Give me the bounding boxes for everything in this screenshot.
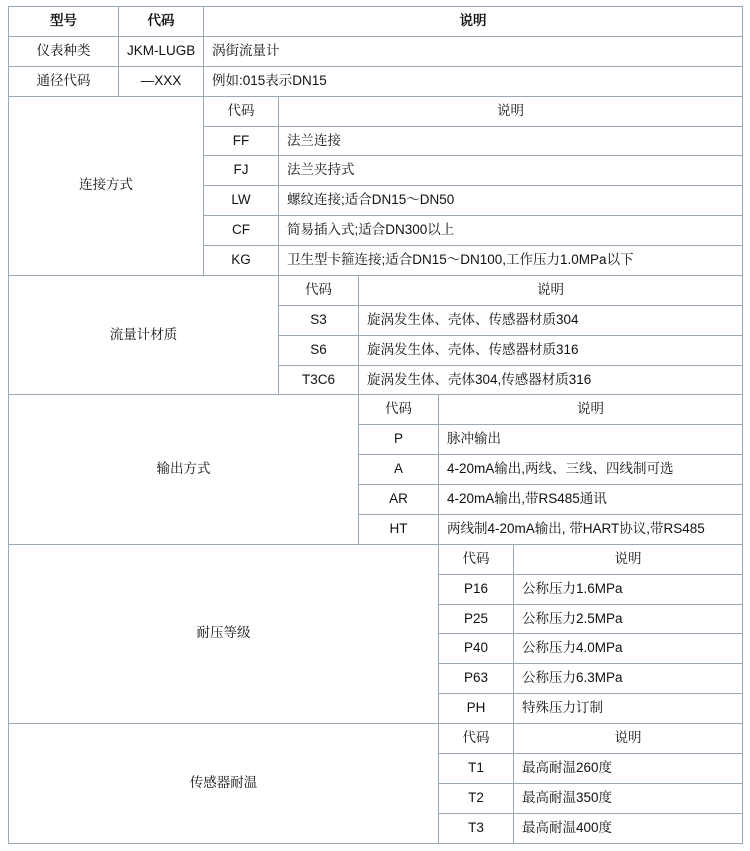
item-desc: 旋涡发生体、壳体304,传感器材质316 — [359, 365, 743, 395]
item-code: T3C6 — [279, 365, 359, 395]
subheader-code: 代码 — [204, 96, 279, 126]
item-code: T1 — [439, 753, 514, 783]
item-code: S6 — [279, 335, 359, 365]
item-code: HT — [359, 514, 439, 544]
item-code: S3 — [279, 305, 359, 335]
column-header-code: 代码 — [119, 7, 204, 37]
item-code: A — [359, 455, 439, 485]
item-code: T3 — [439, 813, 514, 843]
item-desc: 公称压力1.6MPa — [514, 574, 743, 604]
subheader-description: 说明 — [514, 724, 743, 754]
table-row — [9, 36, 743, 66]
column-header-model: 型号 — [9, 7, 119, 37]
item-code: AR — [359, 485, 439, 515]
item-desc: 特殊压力订制 — [514, 694, 743, 724]
subheader-code: 代码 — [359, 395, 439, 425]
item-desc: 卫生型卡箍连接;适合DN15～DN100,工作压力1.0MPa以下 — [279, 246, 743, 276]
group-subheader-row — [9, 96, 743, 126]
item-code: P25 — [439, 604, 514, 634]
item-code: FJ — [204, 156, 279, 186]
subheader-code: 代码 — [439, 724, 514, 754]
column-header-description: 说明 — [204, 7, 743, 37]
group-label-pressure-rating: 耐压等级 — [9, 544, 439, 723]
subheader-description: 说明 — [279, 96, 743, 126]
item-code: P16 — [439, 574, 514, 604]
item-desc: 法兰连接 — [279, 126, 743, 156]
group-subheader-row — [9, 395, 743, 425]
subheader-code: 代码 — [439, 544, 514, 574]
table-row — [9, 66, 743, 96]
subheader-description: 说明 — [359, 275, 743, 305]
row-desc-instrument-type: 涡街流量计 — [204, 36, 743, 66]
item-desc: 最高耐温400度 — [514, 813, 743, 843]
item-desc: 旋涡发生体、壳体、传感器材质316 — [359, 335, 743, 365]
item-desc: 两线制4-20mA输出, 带HART协议,带RS485 — [439, 514, 743, 544]
row-code-instrument-type: JKM-LUGB — [119, 36, 204, 66]
table-header-row — [9, 7, 743, 37]
group-label-connection-type: 连接方式 — [9, 96, 204, 275]
subheader-description: 说明 — [514, 544, 743, 574]
row-code-diameter-code: —XXX — [119, 66, 204, 96]
item-desc: 最高耐温260度 — [514, 753, 743, 783]
item-desc: 公称压力6.3MPa — [514, 664, 743, 694]
item-desc: 公称压力4.0MPa — [514, 634, 743, 664]
group-subheader-row — [9, 275, 743, 305]
group-label-sensor-temperature: 传感器耐温 — [9, 724, 439, 844]
item-code: T2 — [439, 783, 514, 813]
group-subheader-row — [9, 724, 743, 754]
item-desc: 公称压力2.5MPa — [514, 604, 743, 634]
group-label-flowmeter-material: 流量计材质 — [9, 275, 279, 395]
item-desc: 法兰夹持式 — [279, 156, 743, 186]
item-desc: 4-20mA输出,两线、三线、四线制可选 — [439, 455, 743, 485]
item-code: KG — [204, 246, 279, 276]
item-desc: 4-20mA输出,带RS485通讯 — [439, 485, 743, 515]
group-label-output-mode: 输出方式 — [9, 395, 359, 544]
model-selection-table — [8, 6, 743, 844]
item-code: P — [359, 425, 439, 455]
item-desc: 最高耐温350度 — [514, 783, 743, 813]
row-desc-diameter-code: 例如:015表示DN15 — [204, 66, 743, 96]
item-code: FF — [204, 126, 279, 156]
item-code: LW — [204, 186, 279, 216]
row-label-diameter-code: 通径代码 — [9, 66, 119, 96]
item-desc: 简易插入式;适合DN300以上 — [279, 216, 743, 246]
item-code: P40 — [439, 634, 514, 664]
subheader-description: 说明 — [439, 395, 743, 425]
item-code: P63 — [439, 664, 514, 694]
item-desc: 脉冲输出 — [439, 425, 743, 455]
item-desc: 旋涡发生体、壳体、传感器材质304 — [359, 305, 743, 335]
item-desc: 螺纹连接;适合DN15～DN50 — [279, 186, 743, 216]
subheader-code: 代码 — [279, 275, 359, 305]
row-label-instrument-type: 仪表种类 — [9, 36, 119, 66]
item-code: CF — [204, 216, 279, 246]
group-subheader-row — [9, 544, 743, 574]
item-code: PH — [439, 694, 514, 724]
